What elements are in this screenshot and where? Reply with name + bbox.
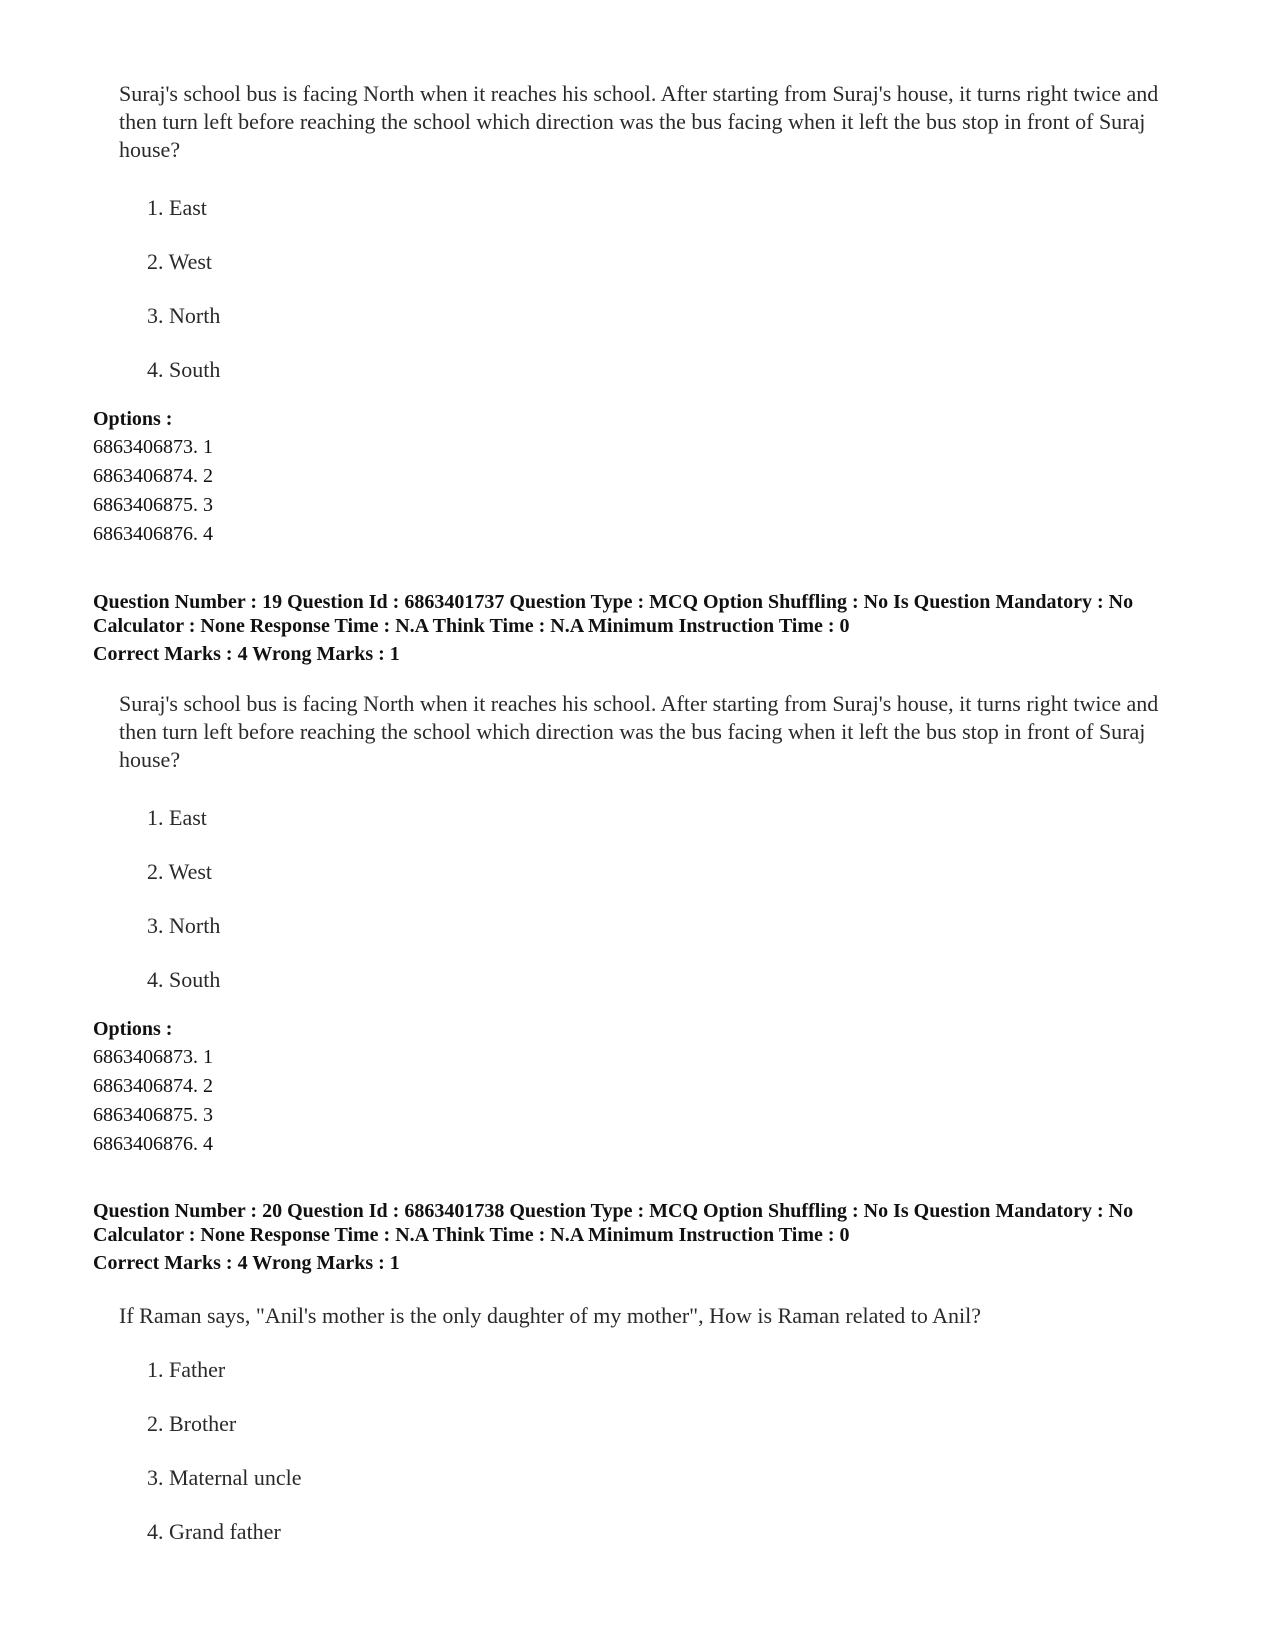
choice-item: 1. East (147, 195, 207, 220)
question-text: If Raman says, "Anil's mother is the only daughter of my mother", How is Raman related to Anil? (119, 1303, 982, 1328)
choice-item: 2. West (147, 249, 213, 274)
choice-item: 2. West (147, 859, 213, 884)
choice-item: 4. South (147, 357, 221, 382)
choice-item: 3. North (147, 303, 221, 328)
question-marks: Correct Marks : 4 Wrong Marks : 1 (93, 643, 400, 665)
option-line: 6863406875. 3 (93, 494, 213, 516)
option-line: 6863406873. 1 (93, 436, 213, 458)
option-line: 6863406874. 2 (93, 1075, 213, 1097)
option-line: 6863406874. 2 (93, 465, 213, 487)
option-line: 6863406876. 4 (93, 1133, 213, 1155)
question-text: Suraj's school bus is facing North when it reaches his school. After starting from Suraj's house, it turns right twice and then turn left before reaching the school which direction was the bus facing when it left the bus stop in front of Suraj house? (119, 81, 1159, 162)
choice-item: 2. Brother (147, 1411, 237, 1436)
choice-item: 1. East (147, 805, 207, 830)
choice-item: 4. South (147, 967, 221, 992)
option-line: 6863406873. 1 (93, 1046, 213, 1068)
question-meta: Question Number : 20 Question Id : 6863401738 Question Type : MCQ Option Shuffling : No Is Question Mandatory : No Calculator : None Response Time : N.A Think Time : N.A Minimum Instruction Time : 0 (93, 1200, 1134, 1246)
choice-item: 3. Maternal uncle (147, 1465, 302, 1490)
options-heading: Options : (93, 1018, 173, 1040)
question-text: Suraj's school bus is facing North when it reaches his school. After starting from Suraj's house, it turns right twice and then turn left before reaching the school which direction was the bus facing when it left the bus stop in front of Suraj house? (119, 691, 1159, 772)
choice-item: 3. North (147, 913, 221, 938)
question-meta: Question Number : 19 Question Id : 6863401737 Question Type : MCQ Option Shuffling : No Is Question Mandatory : No Calculator : None Response Time : N.A Think Time : N.A Minimum Instruction Time : 0 (93, 591, 1134, 637)
option-line: 6863406875. 3 (93, 1104, 213, 1126)
option-line: 6863406876. 4 (93, 523, 213, 545)
choice-item: 1. Father (147, 1357, 226, 1382)
question-marks: Correct Marks : 4 Wrong Marks : 1 (93, 1252, 400, 1274)
choice-item: 4. Grand father (147, 1519, 281, 1544)
options-heading: Options : (93, 408, 173, 430)
